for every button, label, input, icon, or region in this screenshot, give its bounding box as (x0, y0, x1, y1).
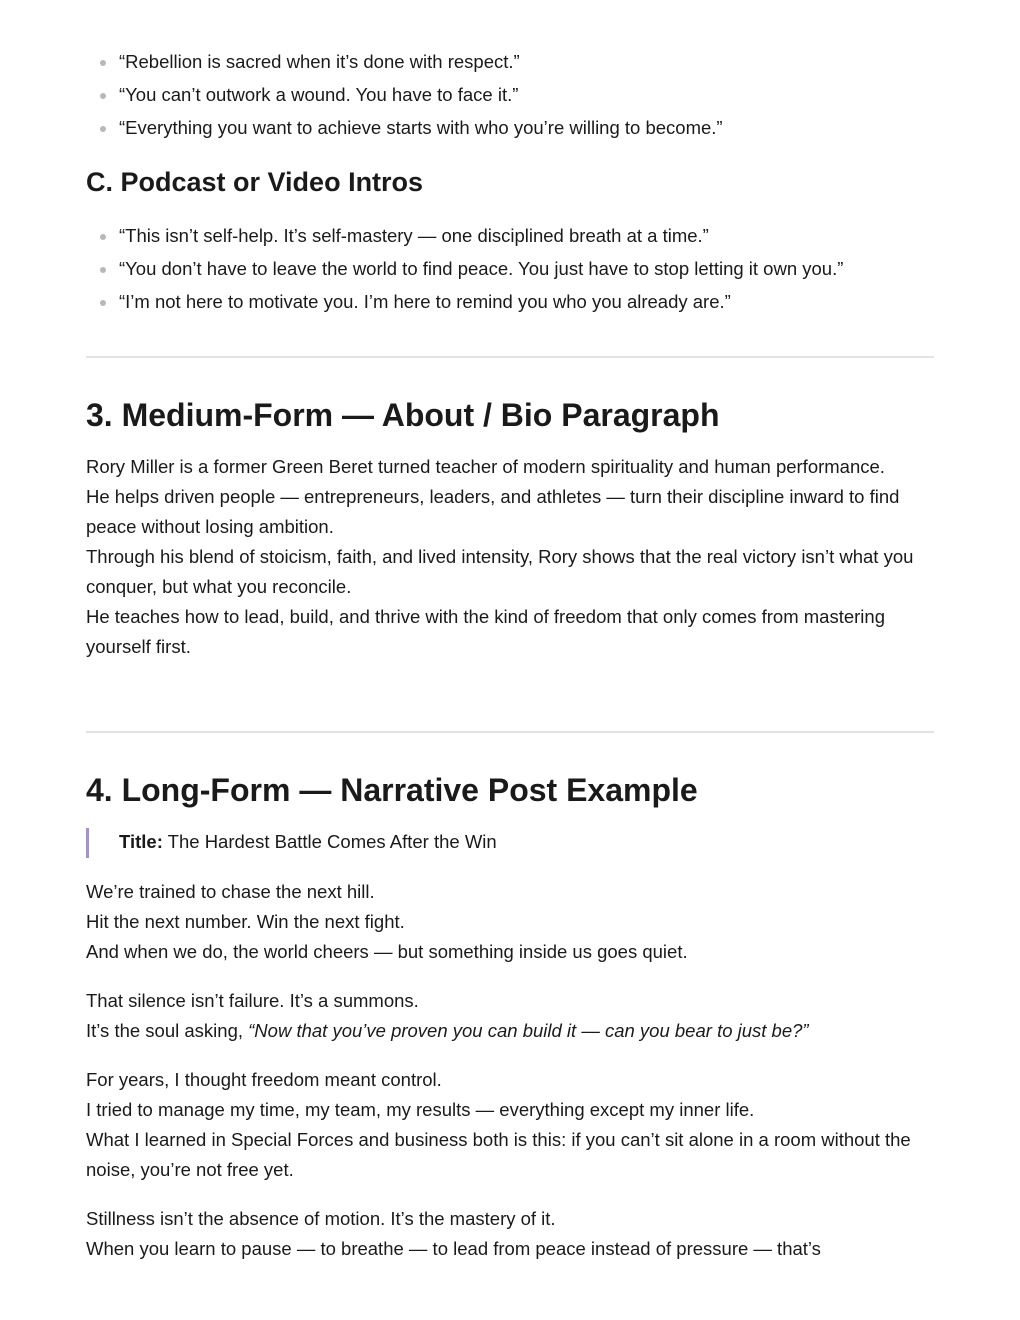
section-divider (86, 731, 934, 733)
list-item: “You don’t have to leave the world to find peace. You just have to stop letting it own you.” (86, 252, 934, 285)
list-item: “This isn’t self-help. It’s self-mastery — one disciplined breath at a time.” (86, 219, 934, 252)
section-divider (86, 356, 934, 358)
list-item: “I’m not here to motivate you. I’m here to remind you who you already are.” (86, 285, 934, 318)
narrative-paragraph-4: Stillness isn’t the absence of motion. It’s the mastery of it. When you learn to pause — to breathe — to lead from peace instead of pressure — that’s (86, 1208, 821, 1259)
bio-line: He helps driven people — entrepreneurs, leaders, and athletes — turn their discipline inward to find peace without losing ambition. (86, 486, 900, 537)
section-c-heading: C. Podcast or Video Intros (86, 167, 424, 197)
quote-list-a (86, 45, 934, 144)
bullet-dot-icon (100, 126, 106, 132)
list-item: “You can’t outwork a wound. You have to face it.” (86, 78, 934, 111)
bio-line: He teaches how to lead, build, and thrive with the kind of freedom that only comes from mastering yourself first. (86, 606, 885, 657)
post-title-blockquote (86, 827, 967, 857)
bullet-dot-icon (100, 267, 106, 273)
narrative-paragraph-2: That silence isn’t failure. It’s a summons. It’s the soul asking, “Now that you’ve proven you can build it — can you bear to just be?” (86, 990, 809, 1041)
bullet-dot-icon (100, 93, 106, 99)
bio-paragraph (86, 452, 934, 662)
title-label: Title: (119, 831, 163, 852)
bullet-dot-icon (100, 60, 106, 66)
blockquote-bar (86, 828, 89, 858)
bio-line: Rory Miller is a former Green Beret turned teacher of modern spirituality and human performance. (86, 456, 885, 477)
list-item: “Everything you want to achieve starts with who you’re willing to become.” (86, 111, 934, 144)
narrative-paragraph-3: For years, I thought freedom meant control. I tried to manage my time, my team, my results — everything except my inner life. What I learned in Special Forces and business both is this: if you can’t sit alone in a room without the noise, you’re not free yet. (86, 1069, 911, 1180)
bullet-dot-icon (100, 234, 106, 240)
narrative-paragraph-1: We’re trained to chase the next hill. Hit the next number. Win the next fight. And when we do, the world cheers — but something inside us goes quiet. (86, 881, 688, 962)
italic-quote: “Now that you’ve proven you can build it — can you bear to just be?” (248, 1020, 809, 1041)
podcast-intro-list (86, 219, 934, 318)
section-4-heading: 4. Long-Form — Narrative Post Example (86, 772, 698, 808)
post-title: The Hardest Battle Comes After the Win (167, 831, 497, 852)
section-3-heading: 3. Medium-Form — About / Bio Paragraph (86, 397, 720, 433)
bio-line: Through his blend of stoicism, faith, and lived intensity, Rory shows that the real victory isn’t what you conquer, but what you reconcile. (86, 546, 914, 597)
list-item: “Rebellion is sacred when it’s done with respect.” (86, 45, 934, 78)
bullet-dot-icon (100, 300, 106, 306)
